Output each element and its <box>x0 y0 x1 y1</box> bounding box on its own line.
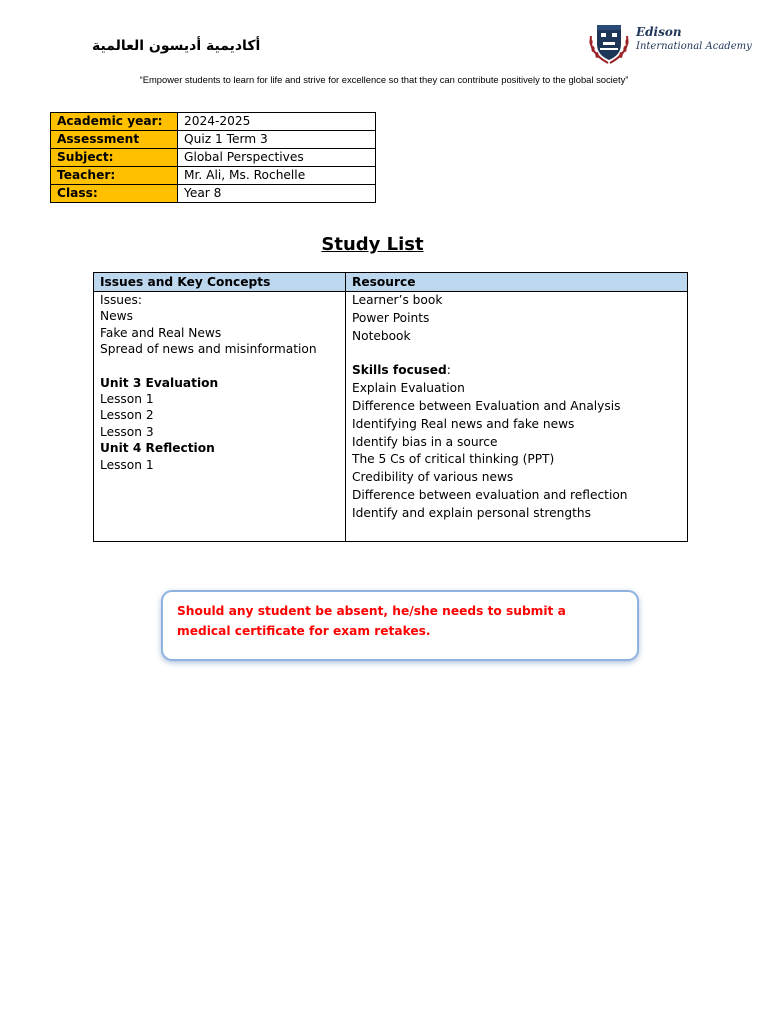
info-row <box>51 167 376 185</box>
list-item: Lesson 1 <box>100 392 154 407</box>
issues-column-header: Issues and Key Concepts <box>100 275 271 289</box>
list-item: Identifying Real news and fake news <box>352 416 575 431</box>
list-item: Difference between Evaluation and Analysis <box>352 398 621 413</box>
list-item: Difference between evaluation and reflection <box>352 487 628 502</box>
list-item: Identify bias in a source <box>352 434 498 449</box>
skills-label: Skills focused <box>352 363 447 378</box>
unit-heading: Unit 3 Evaluation <box>100 375 219 390</box>
list-item: Identify and explain personal strengths <box>352 505 591 520</box>
absence-notice-box <box>161 590 639 661</box>
skills-heading <box>352 362 628 380</box>
list-item: Fake and Real News <box>100 325 222 340</box>
list-item: Lesson 1 <box>100 457 154 472</box>
list-item: Lesson 2 <box>100 408 154 423</box>
study-list-table <box>93 272 688 542</box>
issues-label: Issues: <box>100 293 142 307</box>
list-item: Explain Evaluation <box>352 381 465 396</box>
info-label: Academic year: <box>51 113 178 131</box>
info-value: 2024-2025 <box>178 113 376 131</box>
info-label: Assessment <box>51 131 178 149</box>
crest-icon <box>586 18 632 66</box>
resource-column <box>352 292 628 523</box>
list-item: Power Points <box>352 310 430 325</box>
school-arabic-name: أكاديمية أديسون العالمية <box>92 38 261 54</box>
info-value: Global Perspectives <box>178 149 376 167</box>
assessment-info-table <box>50 112 376 203</box>
school-motto: “Empower students to learn for life and strive for excellence so that they can contribute positively to the global society” <box>139 74 629 85</box>
info-value: Year 8 <box>178 185 376 203</box>
info-row <box>51 185 376 203</box>
school-logo <box>586 18 756 68</box>
resource-column-header: Resource <box>352 275 416 289</box>
skills-colon: : <box>446 363 451 378</box>
info-row <box>51 149 376 167</box>
list-item: Notebook <box>352 328 411 343</box>
column-divider <box>345 273 346 541</box>
study-list-title: Study List <box>321 234 424 255</box>
list-item: Spread of news and misinformation <box>100 342 317 357</box>
list-item: Learner’s book <box>352 293 443 307</box>
info-value: Mr. Ali, Ms. Rochelle <box>178 167 376 185</box>
info-row <box>51 131 376 149</box>
info-row <box>51 113 376 131</box>
unit-heading: Unit 4 Reflection <box>100 441 215 456</box>
logo-title: Edison <box>636 25 682 39</box>
list-item: Credibility of various news <box>352 470 514 485</box>
info-label: Class: <box>51 185 178 203</box>
list-item: News <box>100 309 133 324</box>
list-item: The 5 Cs of critical thinking (PPT) <box>352 452 555 467</box>
info-label: Subject: <box>51 149 178 167</box>
absence-notice-text: Should any student be absent, he/she needs to submit a medical certificate for exam retakes. <box>177 604 566 638</box>
list-item: Lesson 3 <box>100 424 154 439</box>
logo-subtitle: International Academy <box>636 41 752 52</box>
issues-column <box>100 292 317 473</box>
info-value: Quiz 1 Term 3 <box>178 131 376 149</box>
info-label: Teacher: <box>51 167 178 185</box>
